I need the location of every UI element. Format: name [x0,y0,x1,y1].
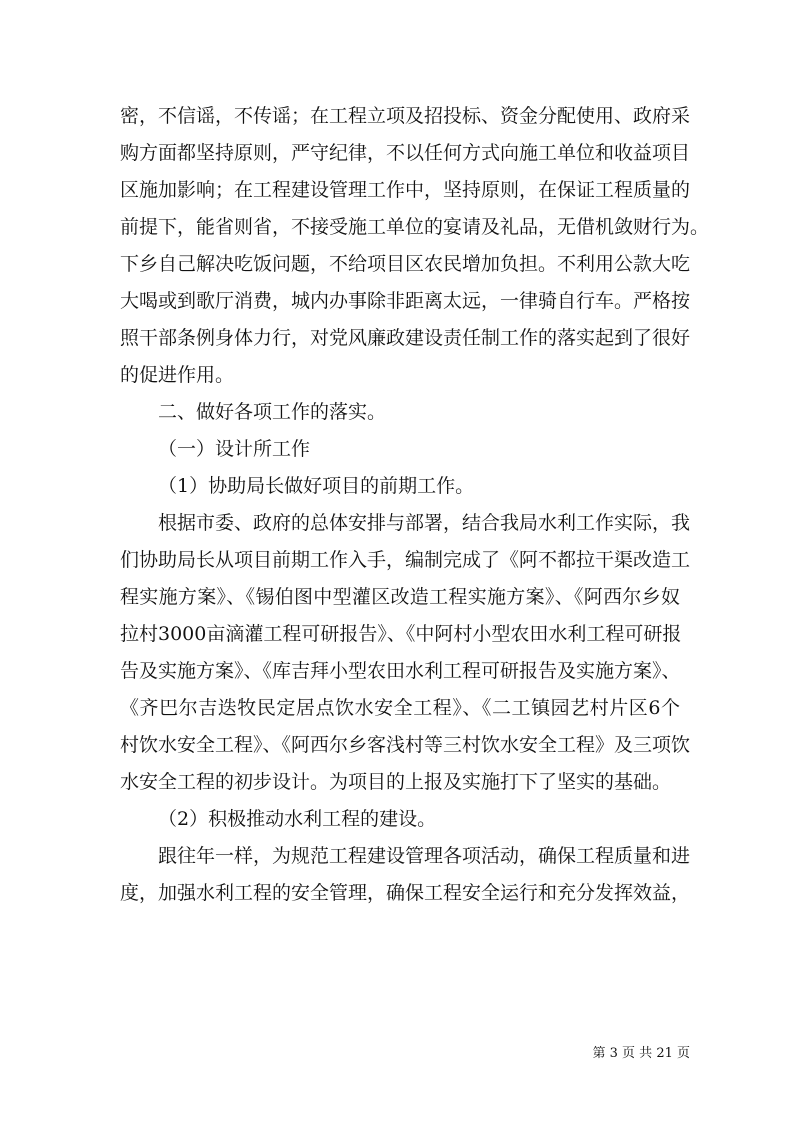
section-heading: （一）设计所工作 [158,438,311,460]
section-heading: （2）积极推动水利工程的建设。 [158,808,437,830]
paragraph-line: 度，加强水利工程的安全管理，确保工程安全运行和充分发挥效益， [120,882,691,904]
paragraph-line: 们协助局长从项目前期工作入手，编制完成了《阿不都拉干渠改造工 [120,549,691,571]
paragraph-line: 《齐巴尔吉迭牧民定居点饮水安全工程》、《二工镇园艺村片区6个 [120,697,680,719]
paragraph-line: 根据市委、政府的总体安排与部署，结合我局水利工作实际，我 [158,512,691,534]
paragraph-line: 购方面都坚持原则，严守纪律，不以任何方式向施工单位和收益项目 [120,142,691,164]
paragraph-line: 前提下，能省则省，不接受施工单位的宴请及礼品，无借机敛财行为。 [120,216,710,238]
body-text [120,98,710,912]
paragraph-line: 的促进作用。 [120,364,235,386]
paragraph-line: 告及实施方案》、《库吉拜小型农田水利工程可研报告及实施方案》、 [120,660,681,682]
paragraph-line: 下乡自己解决吃饭问题，不给项目区农民增加负担。不利用公款大吃 [120,253,691,275]
paragraph-line: 村饮水安全工程》、《阿西尔乡客浅村等三村饮水安全工程》及三项饮 [120,734,691,756]
paragraph-line: 跟往年一样，为规范工程建设管理各项活动，确保工程质量和进 [158,845,691,867]
section-heading: 二、做好各项工作的落实。 [158,401,387,423]
paragraph-line: 拉村3000亩滴灌工程可研报告》、《中阿村小型农田水利工程可研报 [120,623,682,645]
paragraph-line: 照干部条例身体力行，对党风廉政建设责任制工作的落实起到了很好 [120,327,691,349]
paragraph-line: 大喝或到歌厅消费，城内办事除非距离太远，一律骑自行车。严格按 [120,290,691,312]
paragraph-line: 程实施方案》、《锡伯图中型灌区改造工程实施方案》、《阿西尔乡奴 [120,586,680,608]
paragraph-line: 密，不信谣，不传谣；在工程立项及招投标、资金分配使用、政府采 [120,105,691,127]
page-number-footer: 第 3 页 共 21 页 [592,1046,690,1061]
paragraph-line: 水安全工程的初步设计。为项目的上报及实施打下了坚实的基础。 [120,771,672,793]
section-heading: （1）协助局长做好项目的前期工作。 [158,475,475,497]
paragraph-line: 区施加影响；在工程建设管理工作中，坚持原则，在保证工程质量的 [120,179,691,201]
